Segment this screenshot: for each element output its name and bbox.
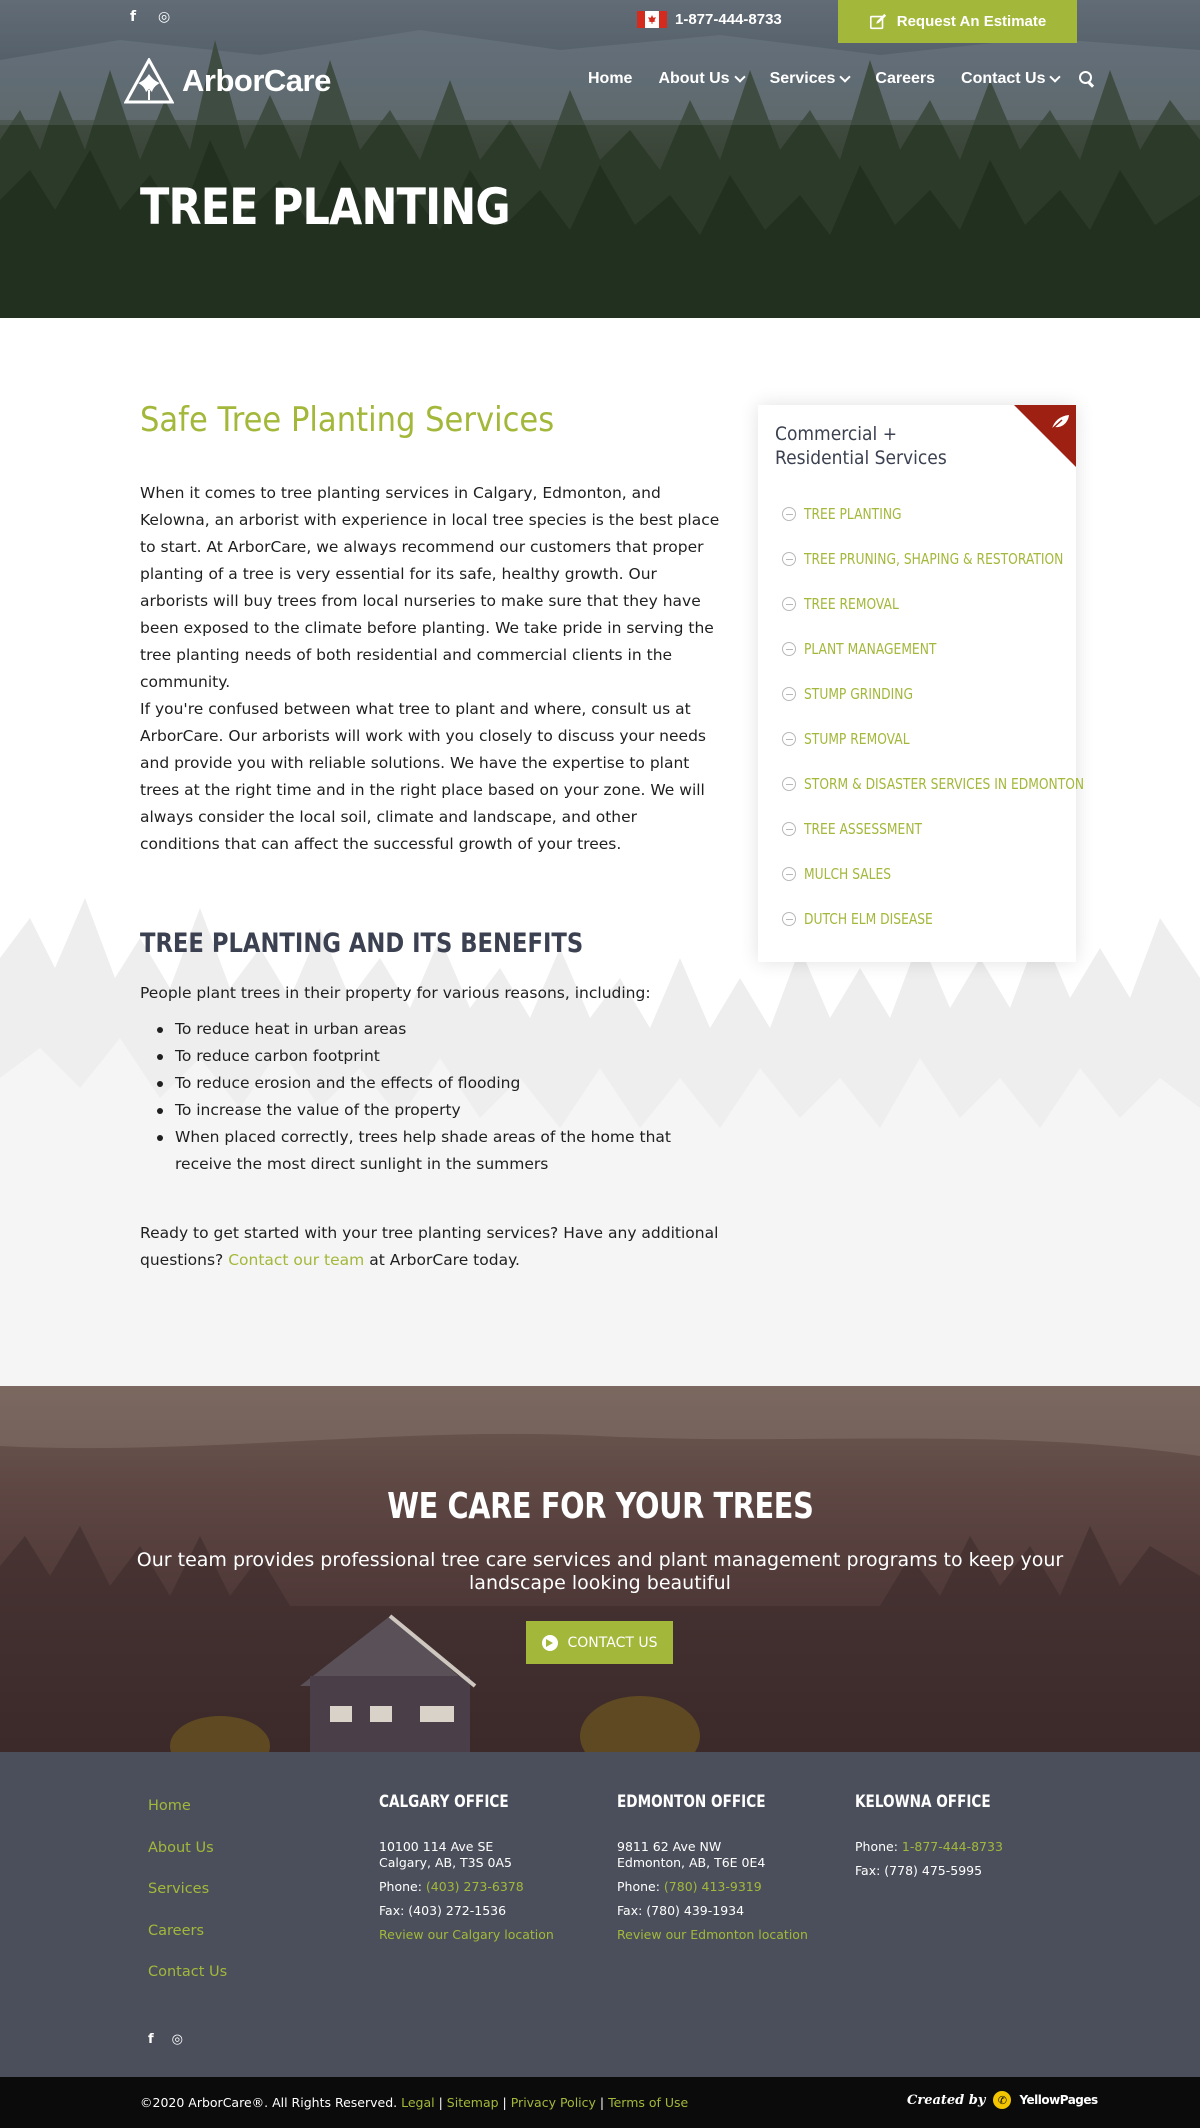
sidebar-item-tree-assessment[interactable]: [782, 806, 1146, 851]
list-item: To reduce carbon footprint: [175, 1043, 715, 1070]
sidebar-item-label: TREE PLANTING: [804, 504, 902, 523]
sidebar-item-label: STUMP REMOVAL: [804, 729, 910, 748]
benefits-heading: TREE PLANTING AND ITS BENEFITS: [140, 928, 584, 959]
nav-about-us[interactable]: [658, 70, 743, 88]
benefits-intro: People plant trees in their property for various reasons, including:: [140, 984, 651, 1002]
calgary-office: [379, 1792, 599, 1943]
request-estimate-button[interactable]: [838, 0, 1077, 43]
intro-paragraph: When it comes to tree planting services in Calgary, Edmonton, and Kelowna, an arborist with experience in local tree species is the best place to start. At ArborCare, we always recommend our customers that proper planting of a tree is very essential for its safe, healthy growth. Our arborists will buy trees from local nurseries to make sure that they have been exposed to the climate before planting. We take pride in serving the tree planting needs of both residential and commercial clients in the community.: [140, 484, 720, 691]
nav-services[interactable]: [770, 70, 850, 88]
arrow-circle-icon: [782, 867, 796, 881]
office-phone-link[interactable]: 1-877-444-8733: [901, 1839, 1003, 1854]
main-article: [140, 400, 720, 1269]
cta-title: [0, 1486, 1200, 1527]
list-item: When placed correctly, trees help shade areas of the home that receive the most direct sunlight in the summers: [175, 1124, 715, 1178]
benefits-list: [175, 1016, 715, 1178]
office-title: CALGARY OFFICE: [379, 1792, 509, 1812]
closing-text-start: Ready to get started with your tree planting services? Have any additional questions?: [140, 1224, 719, 1269]
footer-social-links: [148, 2032, 183, 2047]
office-phone-link[interactable]: (780) 413-9319: [663, 1879, 762, 1894]
footer-link-careers[interactable]: Careers: [148, 1922, 205, 1939]
footer-link-about-us[interactable]: About Us: [148, 1839, 214, 1856]
instagram-icon[interactable]: ◎: [171, 2032, 183, 2047]
nav-services-label: Services: [769, 70, 836, 87]
closing-paragraph: [140, 1220, 720, 1274]
sitemap-link[interactable]: Sitemap: [446, 2095, 499, 2110]
copyright-label: ©2020 ArborCare®. All Rights Reserved.: [140, 2095, 402, 2110]
separator: |: [595, 2095, 609, 2110]
sidebar-item-tree-removal[interactable]: [782, 581, 1146, 626]
review-edmonton-link[interactable]: Review our Edmonton location: [617, 1927, 808, 1942]
footer-navigation: [148, 1798, 227, 2006]
phone-label: Phone:: [855, 1839, 902, 1854]
arrow-circle-icon: [782, 552, 796, 566]
list-item: To increase the value of the property: [175, 1097, 715, 1124]
sidebar-item-label: TREE ASSESSMENT: [804, 819, 923, 838]
privacy-policy-link[interactable]: Privacy Policy: [510, 2095, 596, 2110]
sidebar-item-label: TREE PRUNING, SHAPING & RESTORATION: [804, 549, 1064, 568]
sidebar-item-stump-grinding[interactable]: [782, 671, 1146, 716]
office-phone: [855, 1839, 1075, 1855]
sidebar-item-label: TREE REMOVAL: [804, 594, 899, 613]
facebook-icon[interactable]: f: [148, 2032, 154, 2047]
cta-subtitle: Our team provides professional tree care services and plant management programs to keep your landscape looking beautiful: [136, 1549, 1064, 1594]
search-icon[interactable]: [1079, 71, 1095, 87]
contact-us-button[interactable]: [526, 1621, 673, 1664]
logo-text: ArborCare: [182, 63, 331, 98]
arrow-circle-icon: [782, 597, 796, 611]
arrow-circle-icon: [782, 732, 796, 746]
office-address-line: 9811 62 Ave NW: [617, 1839, 722, 1854]
footer-link-home[interactable]: Home: [148, 1798, 191, 1814]
copyright-bar: [0, 2077, 1200, 2128]
arborcare-logo[interactable]: [124, 58, 331, 104]
sidebar-item-label: DUTCH ELM DISEASE: [804, 909, 933, 928]
request-estimate-label: Request An Estimate: [896, 13, 1047, 30]
review-calgary-link[interactable]: Review our Calgary location: [379, 1927, 554, 1942]
arrow-circle-icon: [782, 912, 796, 926]
sidebar-item-storm-disaster[interactable]: [782, 761, 1146, 806]
yellowpages-logo-icon: ✆: [993, 2091, 1011, 2109]
copyright-text: [140, 2095, 688, 2110]
sidebar-item-dutch-elm-disease[interactable]: [782, 896, 1146, 941]
header-phone-number[interactable]: 1-877-444-8733: [675, 11, 782, 28]
consult-paragraph: If you're confused between what tree to plant and where, consult us at ArborCare. Our arborists will work with you closely to discuss your needs and provide you with reliable solutions. We have the expertise to plant trees at the right time and in the right place based on your zone. We will always consider the local soil, climate and landscape, and other conditions that can affect the successful growth of your trees.: [140, 700, 706, 853]
hero-banner: [0, 0, 1200, 318]
footer-link-services[interactable]: Services: [148, 1881, 210, 1897]
chevron-down-icon: [1050, 71, 1061, 82]
list-item: To reduce erosion and the effects of flooding: [175, 1070, 715, 1097]
sidebar-item-label: STORM & DISASTER SERVICES IN EDMONTON: [804, 774, 1085, 793]
chevron-down-icon: [840, 71, 851, 82]
instagram-icon[interactable]: ◎: [158, 9, 171, 25]
edmonton-office: [617, 1792, 837, 1943]
kelowna-office: [855, 1792, 1075, 1879]
sidebar-item-label: STUMP GRINDING: [804, 684, 914, 703]
separator: |: [498, 2095, 511, 2110]
leaf-icon: [1050, 413, 1070, 431]
nav-home-label: Home: [588, 70, 633, 87]
sidebar-item-plant-management[interactable]: [782, 626, 1146, 671]
sidebar-service-list: [782, 491, 1146, 941]
sidebar-item-tree-pruning[interactable]: [782, 536, 1146, 581]
canada-flag-icon: [637, 11, 667, 28]
header-phone[interactable]: [637, 11, 782, 28]
office-phone: [617, 1879, 837, 1895]
legal-link[interactable]: Legal: [401, 2095, 435, 2110]
main-content-area: [0, 318, 1200, 1386]
office-fax: Fax: (403) 272-1536: [379, 1903, 507, 1918]
nav-contact-us-label: Contact Us: [961, 70, 1046, 87]
arrow-right-circle-icon: [542, 1635, 558, 1651]
created-by-label: Created by: [907, 2092, 986, 2108]
main-navigation: [588, 70, 1095, 88]
office-address-line: Calgary, AB, T3S 0A5: [379, 1855, 512, 1870]
sidebar-title: Commercial + Residential Services: [775, 423, 947, 469]
office-address-line: 10100 114 Ave SE: [379, 1839, 494, 1854]
chevron-down-icon: [734, 71, 745, 82]
closing-text-end: at ArborCare today.: [364, 1251, 520, 1269]
sidebar-item-label: PLANT MANAGEMENT: [804, 639, 937, 658]
footer-link-contact-us[interactable]: Contact Us: [148, 1964, 228, 1980]
arrow-circle-icon: [782, 777, 796, 791]
arrow-circle-icon: [782, 642, 796, 656]
nav-home[interactable]: [588, 70, 632, 88]
sidebar-corner-badge: [1014, 405, 1076, 467]
terms-of-use-link[interactable]: Terms of Use: [608, 2095, 689, 2110]
office-phone: [379, 1879, 599, 1895]
arrow-circle-icon: [782, 687, 796, 701]
facebook-icon[interactable]: f: [130, 9, 137, 25]
contact-us-button-label: CONTACT US: [567, 1634, 658, 1651]
arrow-circle-icon: [782, 507, 796, 521]
cta-banner: [0, 1386, 1200, 1752]
phone-label: Phone:: [617, 1879, 664, 1894]
phone-label: Phone:: [379, 1879, 426, 1894]
nav-about-us-label: About Us: [658, 70, 730, 87]
cta-title-text: WE CARE FOR YOUR TREES: [386, 1486, 814, 1527]
page-title: TREE PLANTING: [140, 178, 510, 236]
sidebar-item-stump-removal[interactable]: [782, 716, 1146, 761]
office-fax: Fax: (778) 475-5995: [855, 1863, 983, 1878]
sidebar-item-tree-planting[interactable]: [782, 491, 1146, 536]
office-fax: Fax: (780) 439-1934: [617, 1903, 745, 1918]
site-footer: [0, 1752, 1200, 2077]
office-phone-link[interactable]: (403) 273-6378: [425, 1879, 524, 1894]
office-title: EDMONTON OFFICE: [617, 1792, 766, 1812]
edit-icon: [869, 13, 887, 31]
services-sidebar: [758, 405, 1085, 962]
office-address-line: Edmonton, AB, T6E 0E4: [617, 1855, 766, 1870]
sidebar-item-label: MULCH SALES: [804, 864, 892, 883]
nav-contact-us[interactable]: [961, 70, 1059, 88]
created-by-yellowpages[interactable]: [907, 2091, 1098, 2109]
yellowpages-text: YellowPages: [1019, 2093, 1098, 2107]
contact-team-link[interactable]: Contact our team: [228, 1251, 365, 1269]
sidebar-item-mulch-sales[interactable]: [782, 851, 1146, 896]
nav-careers[interactable]: [875, 70, 935, 88]
header-social-links: [130, 9, 172, 25]
section-heading: Safe Tree Planting Services: [140, 400, 555, 440]
separator: |: [434, 2095, 447, 2110]
office-title: KELOWNA OFFICE: [855, 1792, 991, 1812]
list-item: To reduce heat in urban areas: [175, 1016, 715, 1043]
arrow-circle-icon: [782, 822, 796, 836]
logo-tree-mark-icon: [124, 58, 174, 104]
nav-careers-label: Careers: [875, 70, 936, 87]
